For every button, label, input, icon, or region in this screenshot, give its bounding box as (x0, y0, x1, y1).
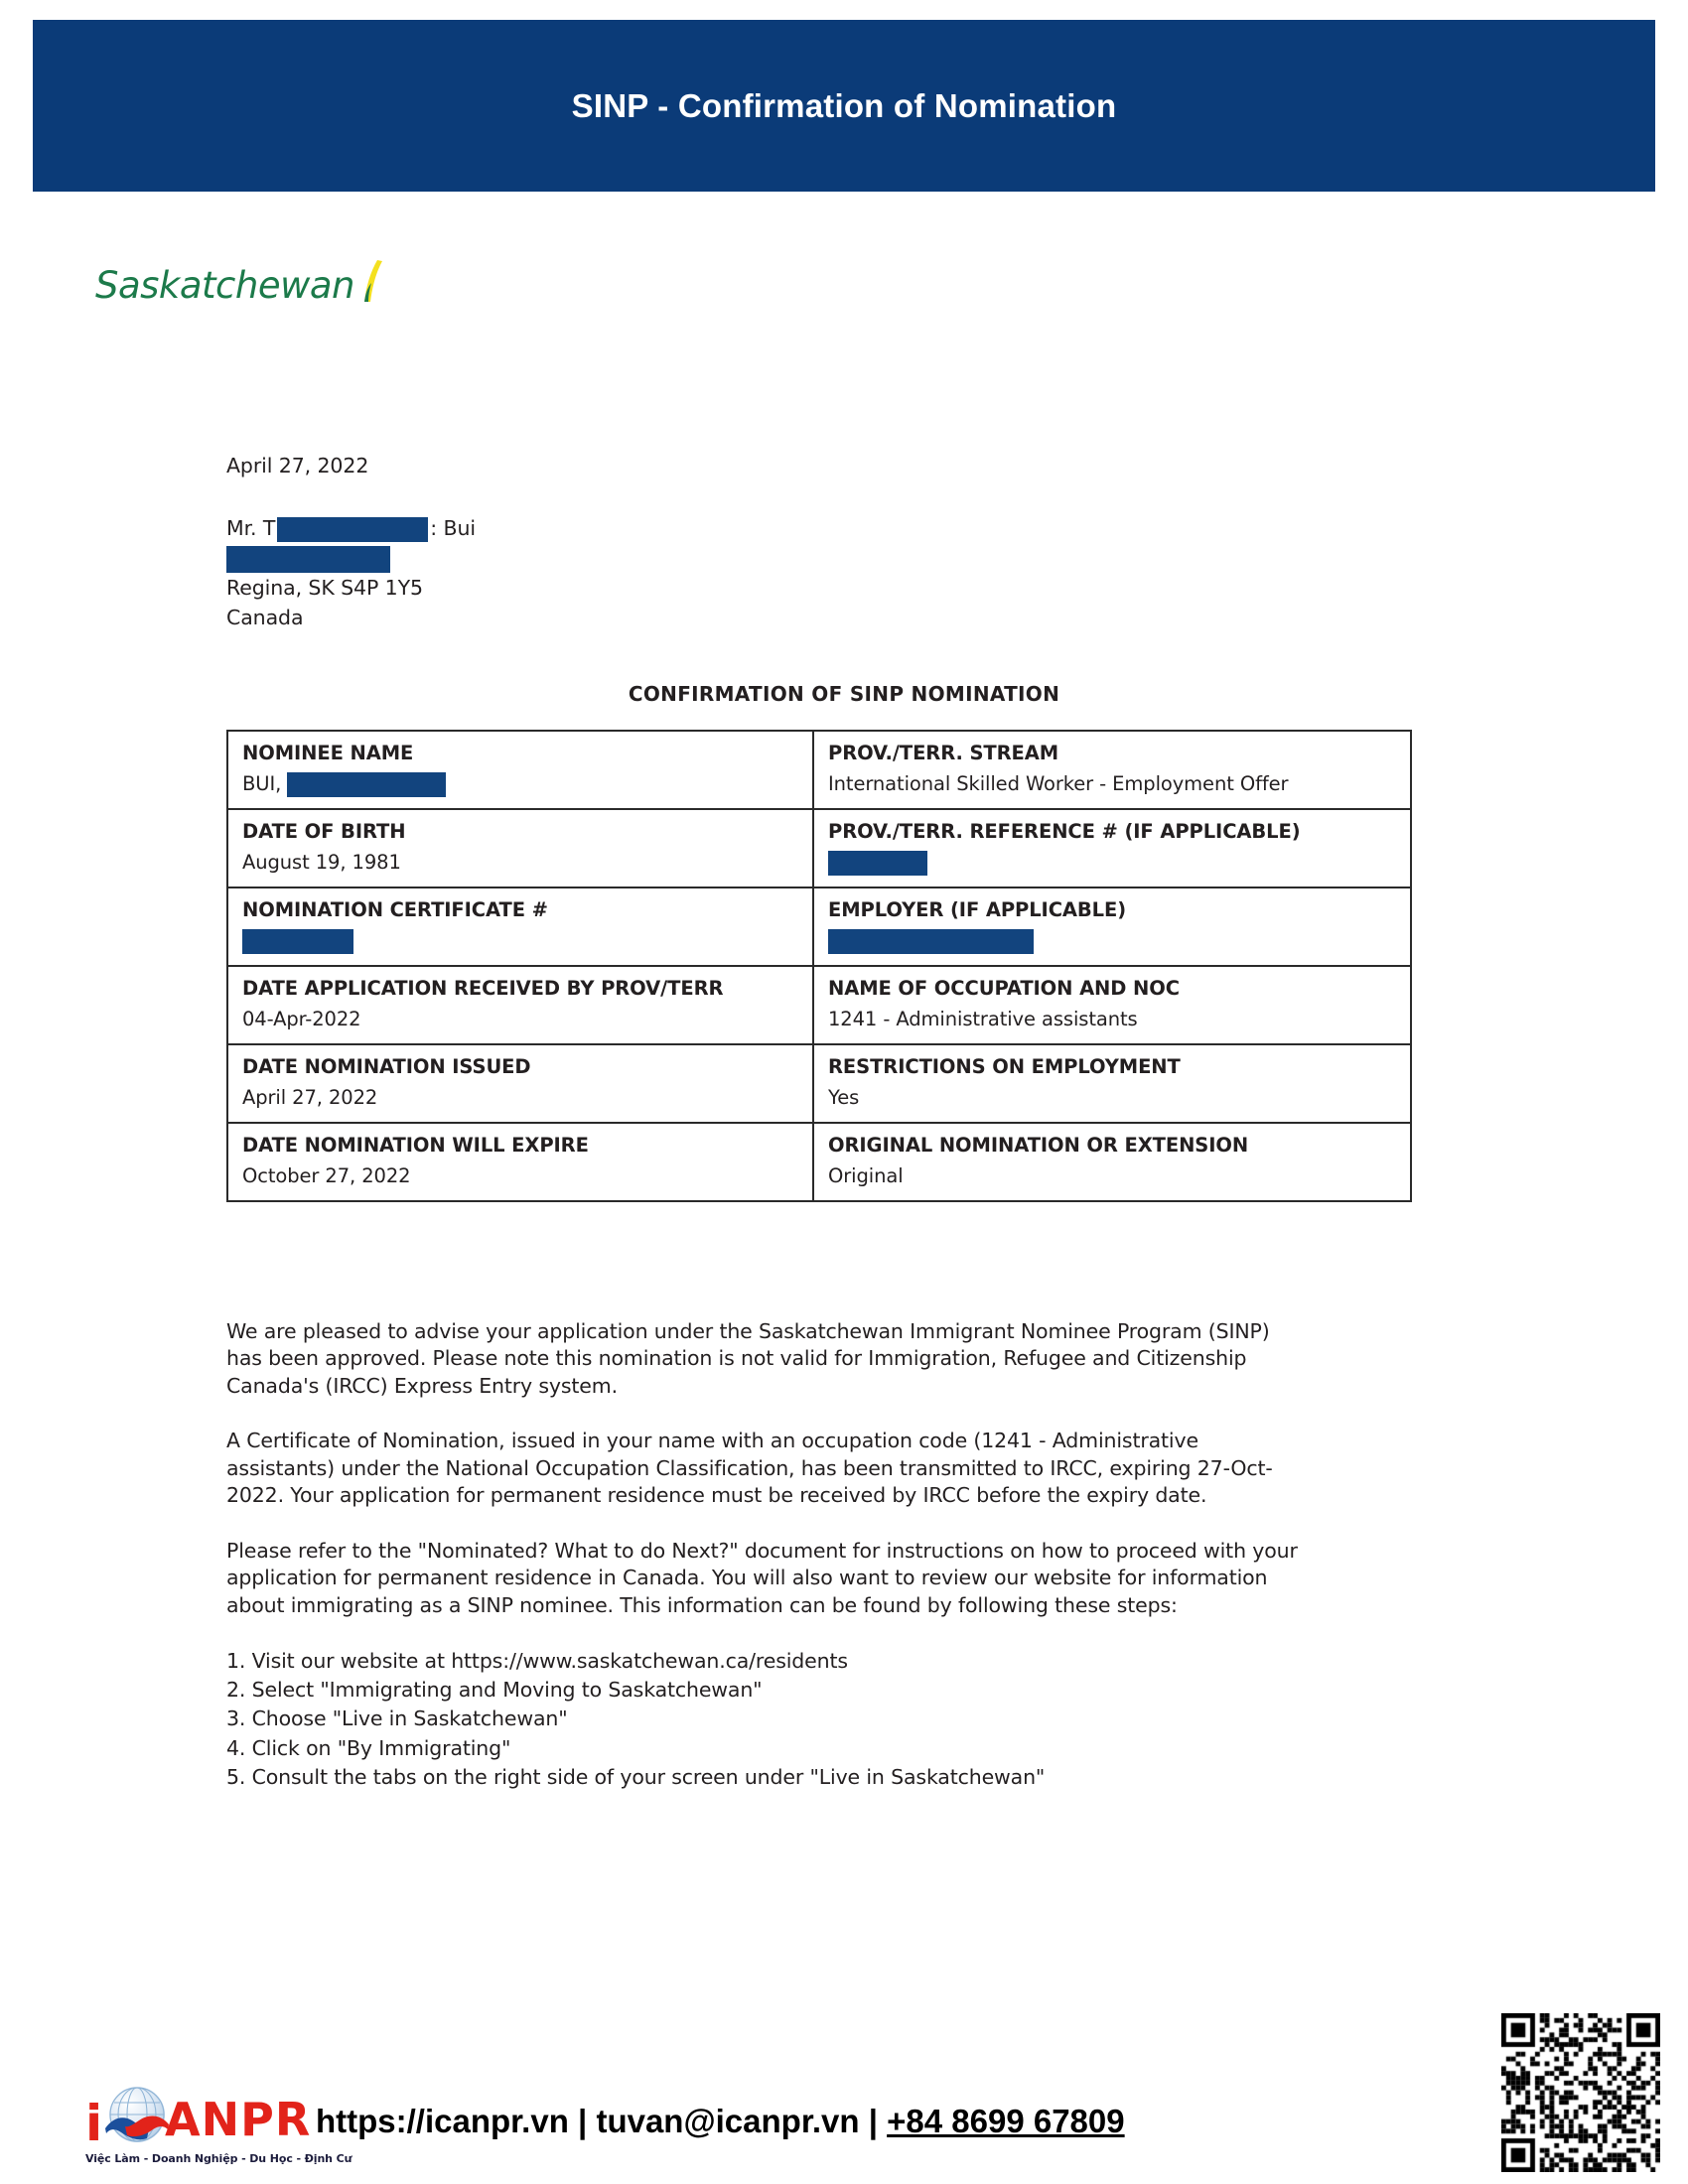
addressee-street-line (226, 544, 476, 574)
saskatchewan-logo (95, 256, 387, 307)
table-cell-date-of-birth (227, 809, 813, 887)
cell-label: DATE NOMINATION WILL EXPIRE (242, 1134, 589, 1158)
nominee-surname: BUI, (242, 771, 288, 795)
table-cell-restrictions (813, 1044, 1411, 1123)
icanpr-logo-mark (83, 2083, 312, 2152)
logo-tagline: Việc Làm - Doanh Nghiệp - Du Học - Định Cư (85, 2152, 352, 2165)
cell-value: Original (828, 1163, 904, 1187)
icanpr-logo (83, 2083, 352, 2174)
document-heading: CONFIRMATION OF SINP NOMINATION (628, 682, 1060, 706)
footer-separator-2: | (859, 2103, 888, 2139)
table-cell-date-issued (227, 1044, 813, 1123)
table-row (227, 809, 1411, 887)
body-paragraph-2: A Certificate of Nomination, issued in your name with an occupation code (1241 - Administrative assistants) under the National Occupation Classification, has been transmitted to IRCC, expiring 27-Oct-2022. Your application for permanent residence must be received by IRCC before the expiry date. (226, 1429, 1273, 1508)
addressee-surname: : Bui (430, 516, 476, 540)
table-row (227, 887, 1411, 966)
body-paragraph-1: We are pleased to advise your application under the Saskatchewan Immigrant Nominee Program (SINP) has been approved. Please note this nomination is not valid for Immigration, Refugee and Citizenship Canada's (IRCC) Express Entry system. (226, 1319, 1270, 1398)
addressee-name-line (226, 514, 476, 544)
saskatchewan-wordmark: Saskatchewan (95, 264, 354, 307)
instruction-steps-list (226, 1647, 1309, 1792)
cell-value (828, 928, 1398, 955)
list-item: 5. Consult the tabs on the right side of your screen under "Live in Saskatchewan" (226, 1764, 1046, 1789)
redaction-bar-name (277, 517, 428, 542)
table-cell-occupation-noc (813, 966, 1411, 1044)
table-cell-employer (813, 887, 1411, 966)
footer-website-link[interactable]: https://icanpr.vn (316, 2103, 569, 2139)
cell-value (828, 850, 1398, 877)
table-cell-stream (813, 731, 1411, 809)
body-paragraph-3: Please refer to the "Nominated? What to do Next?" document for instructions on how to proceed with your application for permanent residence in Canada. You will also want to review our website for information about immigrating as a SINP nominee. This information can be found by following these steps: (226, 1538, 1298, 1617)
cell-label: ORIGINAL NOMINATION OR EXTENSION (828, 1134, 1249, 1158)
list-item: 3. Choose "Live in Saskatchewan" (226, 1706, 568, 1731)
banner-title: SINP - Confirmation of Nomination (571, 86, 1117, 124)
table-cell-date-expire (227, 1123, 813, 1201)
cell-value: 1241 - Administrative assistants (828, 1007, 1138, 1030)
cell-value: August 19, 1981 (242, 850, 401, 874)
cell-value: 04-Apr-2022 (242, 1007, 361, 1030)
cell-label: DATE NOMINATION ISSUED (242, 1055, 531, 1079)
cell-label: NOMINEE NAME (242, 742, 414, 764)
redaction-bar-nominee-given-name (287, 772, 446, 797)
table-row (227, 731, 1411, 809)
table-row (227, 966, 1411, 1044)
list-item: 4. Click on "By Immigrating" (226, 1735, 511, 1760)
table-row (227, 1123, 1411, 1201)
cell-label: EMPLOYER (IF APPLICABLE) (828, 898, 1127, 922)
redaction-bar-certificate-number (242, 929, 353, 954)
cell-label: NOMINATION CERTIFICATE # (242, 898, 548, 922)
redaction-bar-reference-number (828, 851, 927, 876)
addressee-city-line: Regina, SK S4P 1Y5 (226, 576, 423, 600)
table-cell-nominee-name (227, 731, 813, 809)
page-banner (33, 20, 1655, 192)
redaction-bar-employer (828, 929, 1034, 954)
cell-value: April 27, 2022 (242, 1085, 378, 1109)
cell-label: PROV./TERR. STREAM (828, 742, 1059, 764)
redaction-bar-street (226, 546, 390, 573)
cell-value: Yes (828, 1085, 860, 1109)
logo-letters-anpr: ANPR (165, 2093, 312, 2146)
cell-label: PROV./TERR. REFERENCE # (IF APPLICABLE) (828, 820, 1301, 844)
addressee-country-line: Canada (226, 606, 304, 629)
footer-phone-link[interactable]: +84 8699 67809 (887, 2103, 1125, 2139)
letter-date: April 27, 2022 (226, 454, 369, 478)
handshake-icon (103, 2109, 171, 2144)
saskatchewan-wheat-icon (357, 258, 387, 304)
cell-value (242, 928, 800, 955)
table-cell-original-or-extension (813, 1123, 1411, 1201)
table-cell-date-received (227, 966, 813, 1044)
cell-value (242, 771, 800, 798)
nomination-details-table (226, 730, 1412, 1202)
cell-label: DATE OF BIRTH (242, 820, 406, 844)
table-cell-certificate-number (227, 887, 813, 966)
qr-code[interactable] (1501, 2013, 1660, 2172)
cell-label: DATE APPLICATION RECEIVED BY PROV/TERR (242, 977, 724, 1001)
cell-label: RESTRICTIONS ON EMPLOYMENT (828, 1055, 1181, 1079)
footer-contact-bar (316, 2103, 1125, 2140)
table-row (227, 1044, 1411, 1123)
addressee-name-prefix: Mr. T (226, 516, 276, 540)
footer-separator-1: | (568, 2103, 597, 2139)
addressee-block (226, 514, 476, 633)
letter-body (226, 1318, 1309, 1792)
list-item: 1. Visit our website at https://www.saskatchewan.ca/residents (226, 1649, 848, 1674)
cell-value: International Skilled Worker - Employment Offer (828, 771, 1289, 795)
cell-label: NAME OF OCCUPATION AND NOC (828, 977, 1180, 1001)
list-item: 2. Select "Immigrating and Moving to Saskatchewan" (226, 1678, 763, 1703)
logo-letter-i: i (85, 2095, 103, 2152)
table-cell-reference-number (813, 809, 1411, 887)
cell-value: October 27, 2022 (242, 1163, 411, 1187)
footer-email-link[interactable]: tuvan@icanpr.vn (596, 2103, 860, 2139)
